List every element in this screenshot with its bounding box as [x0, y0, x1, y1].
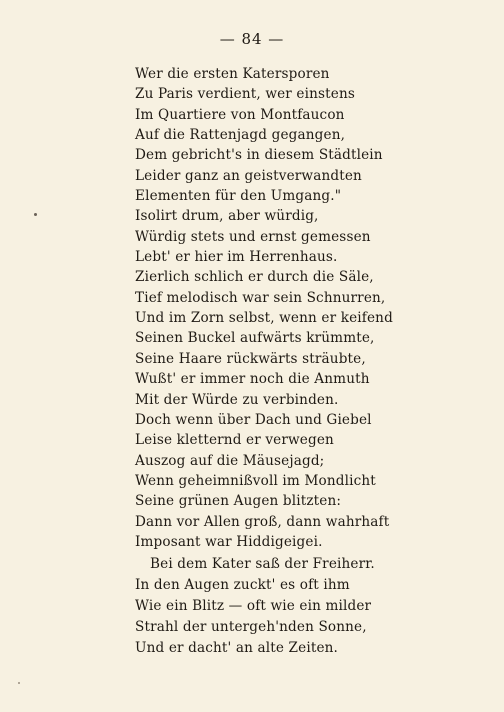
poem-line: Zierlich schlich er durch die Säle,	[135, 269, 374, 286]
poem-line: Mit der Würde zu verbinden.	[135, 391, 339, 408]
poem-line: Isolirt drum, aber würdig,	[135, 208, 319, 225]
poem-line: Dem gebricht's in diesem Städtlein	[135, 147, 383, 164]
poem-line: Imposant war Hiddigeigei.	[135, 533, 323, 550]
poem-line: Doch wenn über Dach und Giebel	[135, 411, 372, 428]
poem-line: Bei dem Kater saß der Freiherr.	[150, 556, 375, 572]
poem-line: Seinen Buckel aufwärts krümmte,	[135, 330, 375, 347]
poem-line: Wenn geheimnißvoll im Mondlicht	[135, 472, 376, 489]
poem-line: Auf die Rattenjagd gegangen,	[135, 127, 346, 144]
poem-stanza-1	[135, 64, 393, 552]
paper-speck	[34, 213, 37, 216]
poem-line: Leider ganz an geistverwandten	[135, 167, 362, 184]
poem-stanza-2	[135, 554, 375, 659]
poem-line: Strahl der untergeh'nden Sonne,	[135, 619, 367, 635]
poem-line: Seine grünen Augen blitzten:	[135, 493, 342, 510]
poem-line: Zu Paris verdient, wer einstens	[135, 86, 355, 103]
poem-line: In den Augen zuckt' es oft ihm	[135, 577, 350, 593]
poem-line: Leise kletternd er verwegen	[135, 432, 334, 449]
poem-line: Würdig stets und ernst gemessen	[135, 228, 371, 245]
page-number: — 84 —	[219, 30, 285, 48]
poem-line: Und er dacht' an alte Zeiten.	[135, 640, 339, 656]
poem-line: Elementen für den Umgang."	[135, 188, 342, 205]
poem-line: Wußt' er immer noch die Anmuth	[135, 371, 370, 388]
poem-line: Seine Haare rückwärts sträubte,	[135, 350, 366, 367]
paper-speck	[18, 682, 20, 684]
poem-line: Tief melodisch war sein Schnurren,	[135, 289, 386, 306]
poem-line: Und im Zorn selbst, wenn er keifend	[135, 310, 393, 327]
poem-line: Im Quartiere von Montfaucon	[135, 106, 345, 123]
poem-line: Lebt' er hier im Herrenhaus.	[135, 249, 338, 266]
poem-line: Wie ein Blitz — oft wie ein milder	[135, 598, 372, 614]
poem-line: Auszog auf die Mäusejagd;	[135, 452, 325, 469]
poem-line: Wer die ersten Katersporen	[135, 66, 330, 82]
poem-line: Dann vor Allen groß, dann wahrhaft	[135, 513, 390, 530]
